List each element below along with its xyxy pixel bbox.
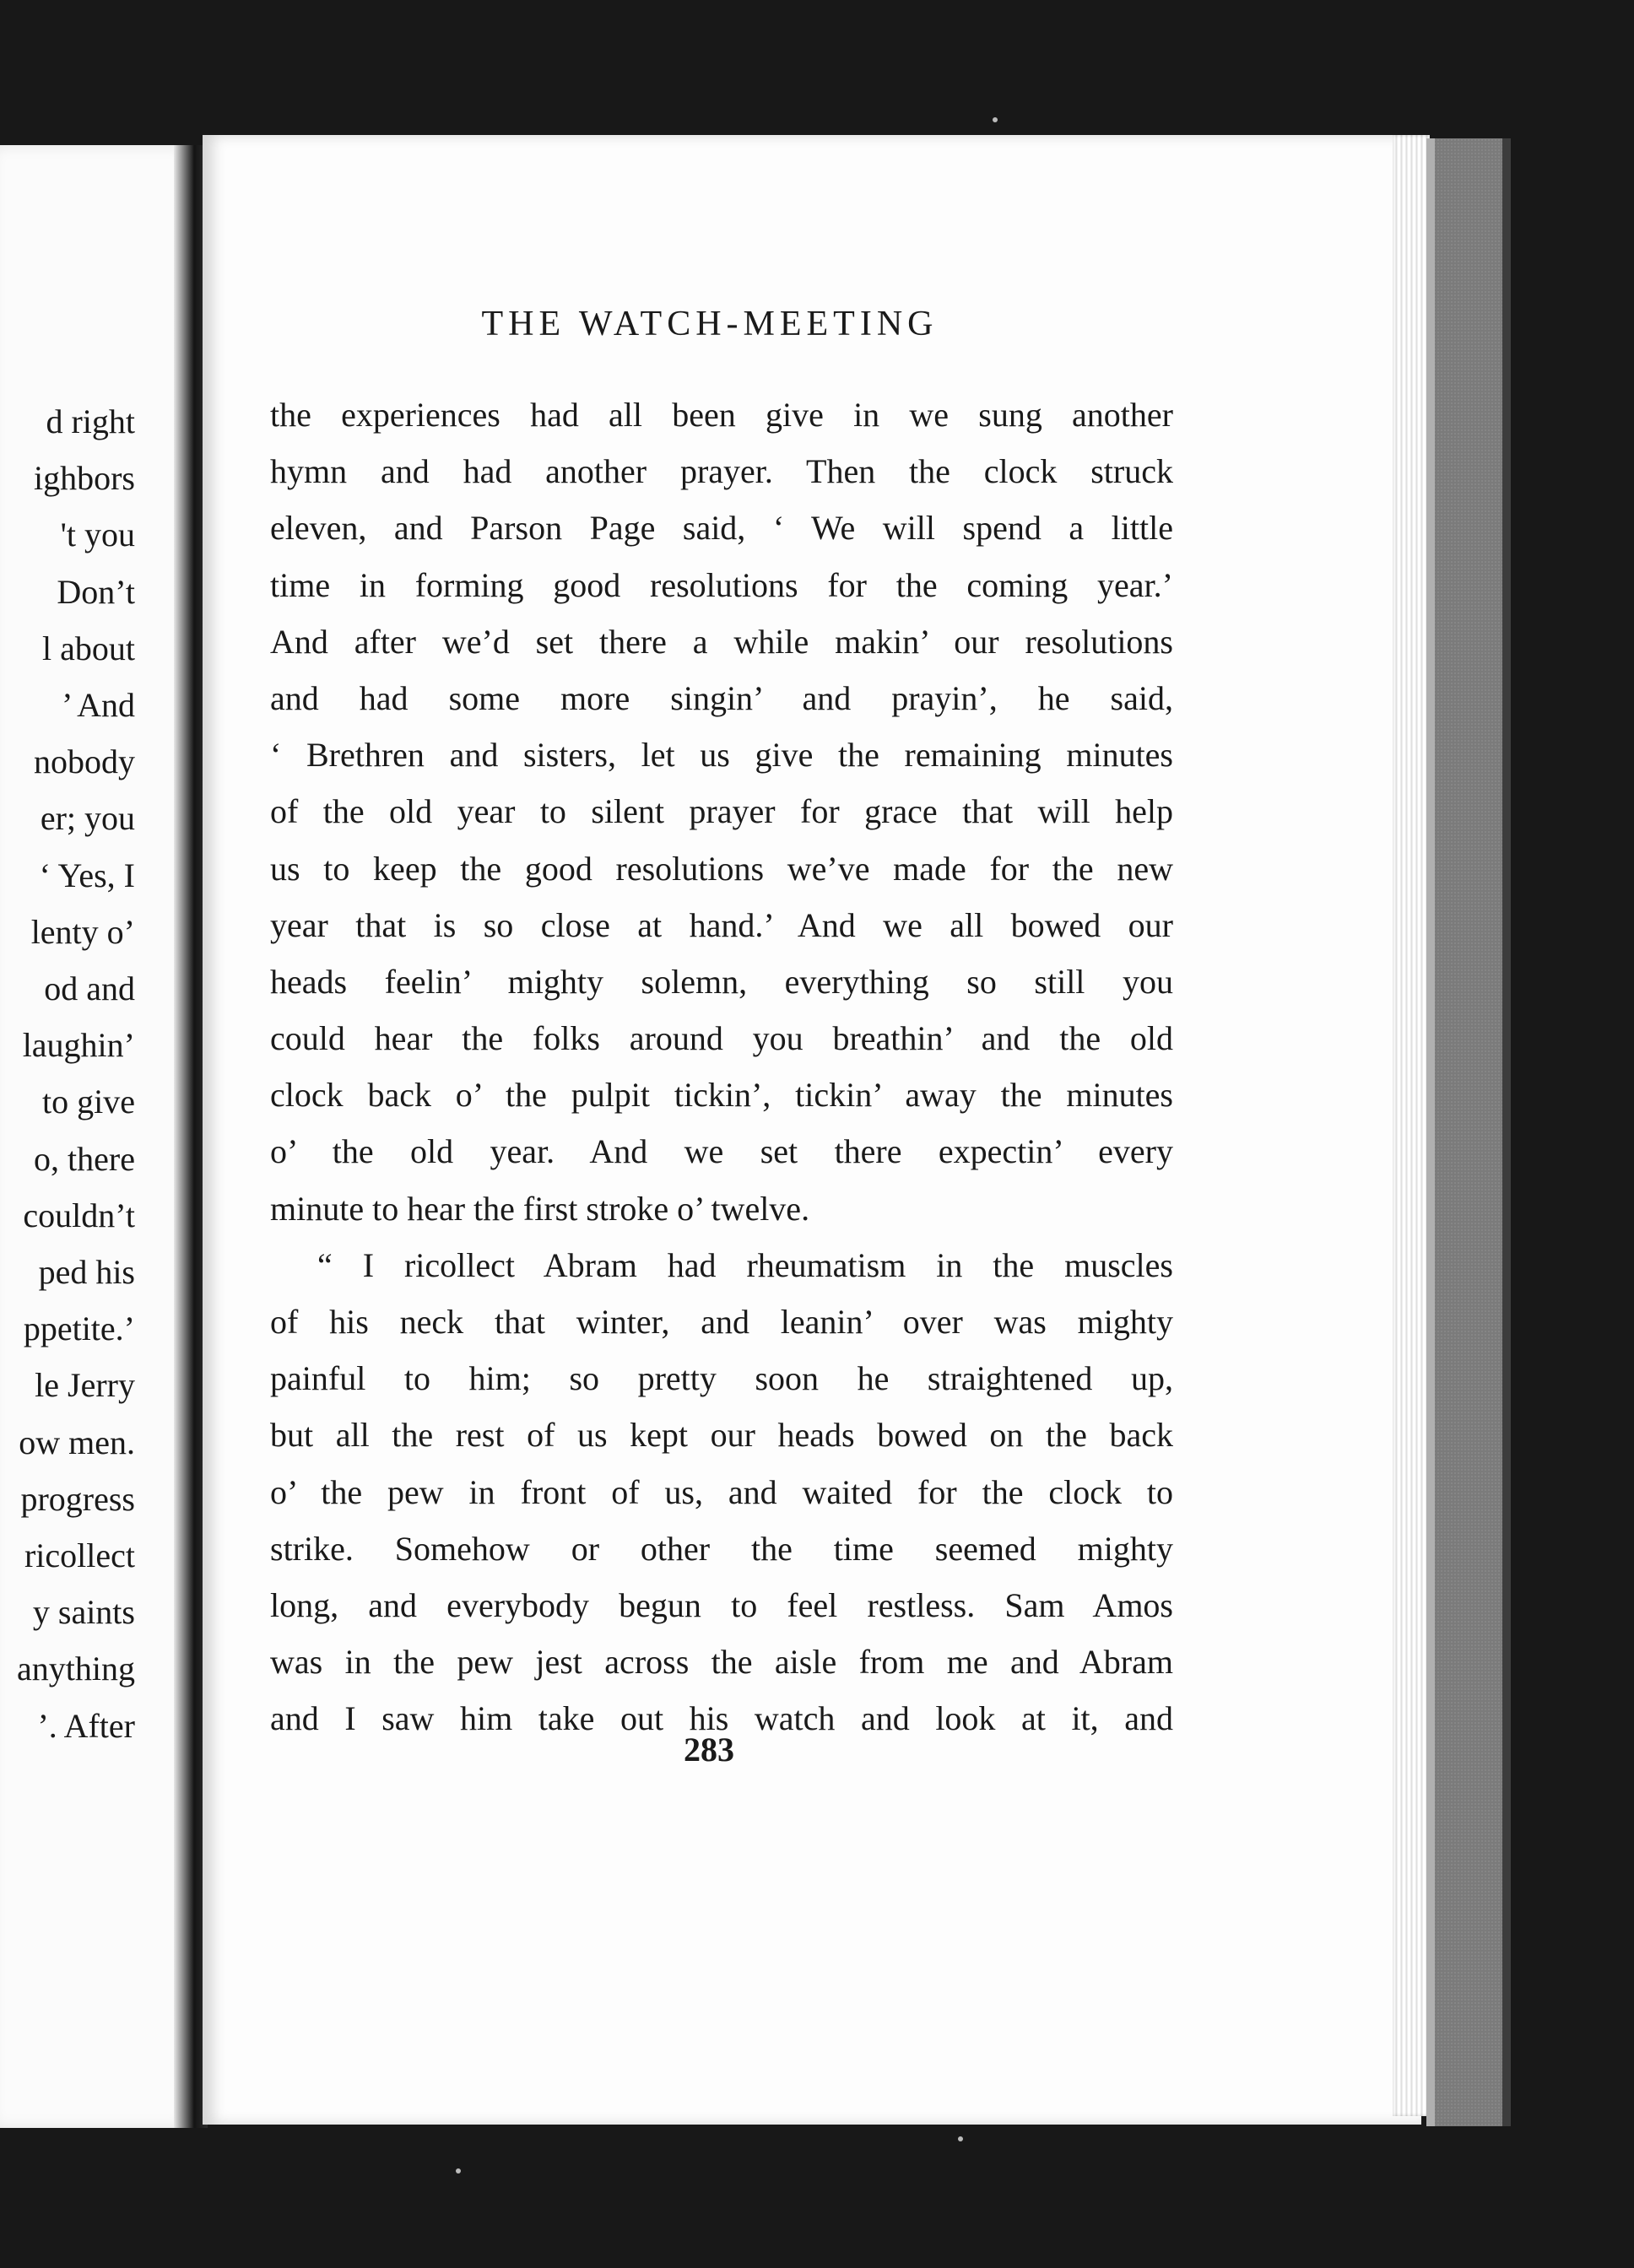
text-line: us to keep the good resolutions we’ve made for the new	[270, 849, 1173, 888]
text-line: and I saw him take out his watch and look at it, and	[270, 1699, 1173, 1738]
running-head: THE WATCH-MEETING	[481, 305, 939, 343]
text-line: clock back o’ the pulpit tickin’, tickin’ away the minutes	[270, 1076, 1173, 1115]
left-text-line: ppetite.’	[23, 1310, 135, 1348]
left-text-line: 't you	[60, 516, 135, 554]
cover-inner-edge	[1426, 138, 1435, 2126]
text-line: o’ the pew in front of us, and waited for the clock to	[270, 1472, 1173, 1511]
left-text-line: d right	[46, 402, 135, 440]
left-text-line: laughin’	[22, 1026, 135, 1065]
text-line: was in the pew jest across the aisle from me and Abram	[270, 1643, 1173, 1682]
left-text-line: y saints	[32, 1593, 135, 1632]
text-line: long, and everybody begun to feel restless. Sam Amos	[270, 1585, 1173, 1624]
left-text-line: ’ And	[61, 686, 135, 725]
dust-speck	[958, 2136, 963, 2141]
left-text-line: ‘ Yes, I	[39, 856, 135, 894]
text-line: and had some more singin’ and prayin’, he said,	[270, 678, 1173, 717]
text-line: painful to him; so pretty soon he straightened up,	[270, 1359, 1173, 1398]
left-text-line: od and	[44, 969, 135, 1008]
text-line: strike. Somehow or other the time seemed mighty	[270, 1529, 1173, 1568]
text-line: “ I ricollect Abram had rheumatism in the muscles	[317, 1245, 1173, 1284]
left-text-line: progress	[20, 1479, 135, 1518]
text-line: eleven, and Parson Page said, ‘ We will spend a little	[270, 509, 1173, 548]
page-edges	[1393, 135, 1430, 2116]
left-text-line: ow men.	[19, 1423, 135, 1461]
text-line: but all the rest of us kept our heads bowed on the back	[270, 1416, 1173, 1455]
left-text-line: ighbors	[34, 459, 135, 498]
text-line: minute to hear the first stroke o’ twelve.	[270, 1189, 810, 1228]
left-text-line: lenty o’	[30, 912, 135, 951]
body-text	[270, 386, 1173, 1747]
left-text-line: nobody	[34, 742, 135, 781]
left-text-line: l about	[42, 629, 135, 667]
left-text-line: couldn’t	[23, 1196, 135, 1234]
left-text-line: le Jerry	[35, 1366, 135, 1405]
left-text-line: anything	[17, 1650, 135, 1688]
left-text-line: ricollect	[24, 1536, 135, 1575]
text-line: And after we’d set there a while makin’ our resolutions	[270, 622, 1173, 661]
dust-speck	[993, 117, 998, 122]
text-line: the experiences had all been give in we sung another	[270, 396, 1173, 434]
book-cover-edge	[1426, 138, 1504, 2126]
cover-shadow	[1502, 138, 1511, 2126]
dust-speck	[456, 2168, 461, 2174]
text-line: time in forming good resolutions for the coming year.’	[270, 565, 1173, 604]
left-text-line: er; you	[40, 799, 135, 838]
text-line: o’ the old year. And we set there expectin’ every	[270, 1132, 1173, 1171]
left-text-line: o, there	[34, 1139, 135, 1178]
page-number: 283	[684, 1731, 734, 1768]
left-text-line: ped his	[38, 1253, 135, 1292]
left-page-text	[0, 393, 135, 1754]
text-line: hymn and had another prayer. Then the clock struck	[270, 452, 1173, 491]
left-text-line: ’. After	[37, 1706, 135, 1745]
left-text-line: Don’t	[57, 572, 135, 611]
left-text-line: to give	[42, 1083, 135, 1121]
text-line: of the old year to silent prayer for grace that will help	[270, 792, 1173, 831]
text-line: heads feelin’ mighty solemn, everything so still you	[270, 962, 1173, 1001]
text-line: could hear the folks around you breathin’ and the old	[270, 1019, 1173, 1058]
text-line: ‘ Brethren and sisters, let us give the remaining minutes	[270, 736, 1173, 775]
text-line: of his neck that winter, and leanin’ over was mighty	[270, 1303, 1173, 1341]
text-line: year that is so close at hand.’ And we all bowed our	[270, 905, 1173, 944]
